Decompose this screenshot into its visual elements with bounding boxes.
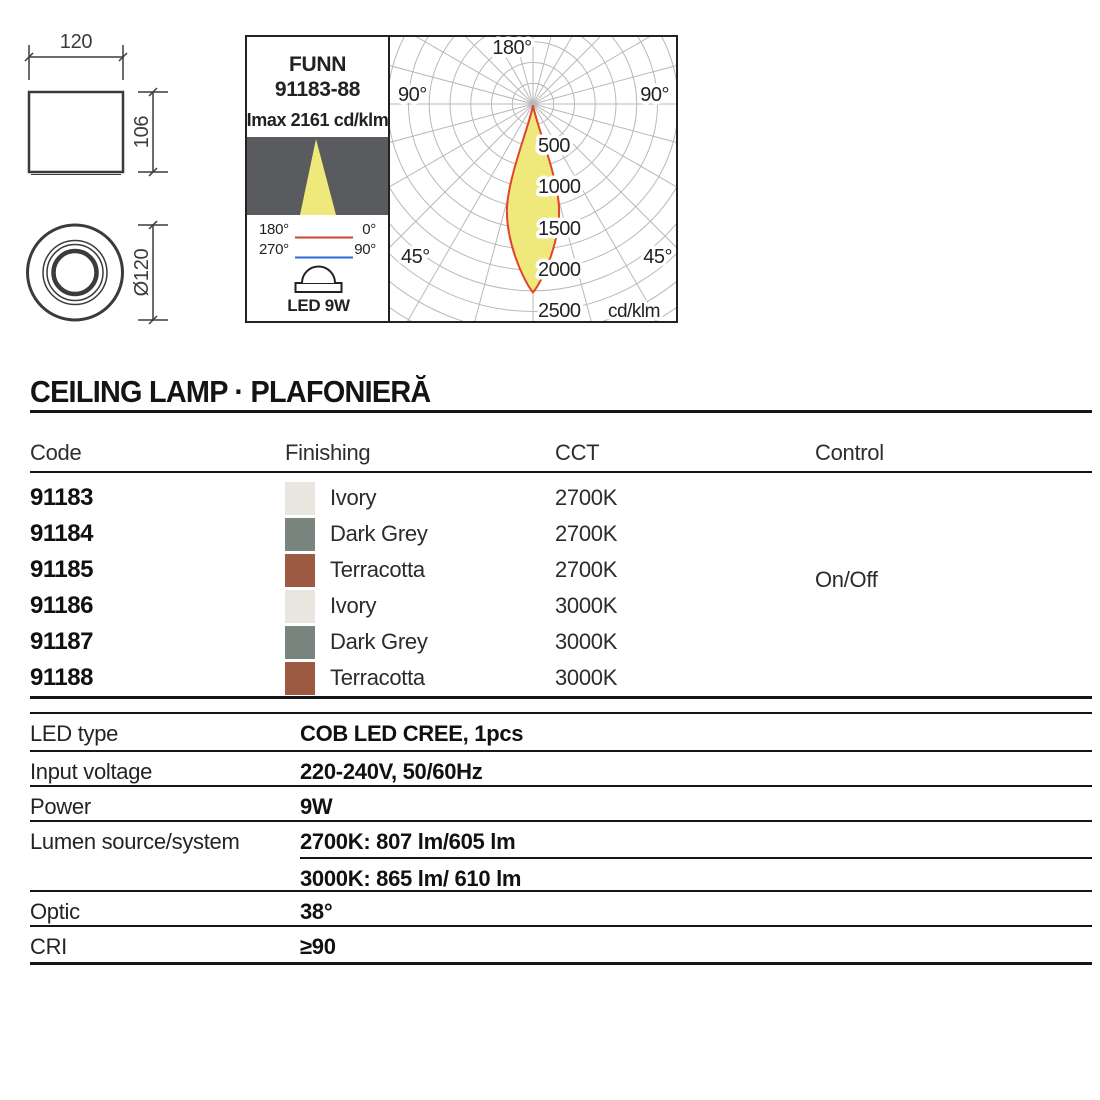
spec-label: Input voltage [30,759,153,784]
unit-label: cd/klm [608,301,660,322]
spec-row [30,925,1092,965]
spec-value: 38° [300,899,333,924]
specs-table [30,712,1092,965]
spec-value-group [300,822,1092,892]
code-cell: 91188 [30,664,93,691]
angle-label-right-90: 90° [640,84,669,106]
spec-row [30,750,1092,785]
table-row [30,480,1092,516]
col-header-cct: CCT [555,440,600,465]
product-front-view [29,92,123,175]
finish-label: Dark Grey [330,629,428,654]
product-top-view [28,225,123,320]
cct-cell: 3000K [555,593,618,618]
code-cell: 91187 [30,628,93,655]
legend-right-0: 0° [362,221,376,238]
spec-row [30,890,1092,925]
finish-label: Dark Grey [330,521,428,546]
col-header-control: Control [815,440,884,465]
diameter-dimension [131,221,168,324]
col-header-code: Code [30,440,82,465]
imax-value: Imax 2161 cd/klm [246,110,389,130]
width-dimension [25,31,127,80]
angle-label-left-90: 90° [398,84,427,106]
cct-cell: 3000K [555,665,618,690]
page-title: CEILING LAMP · PLAFONIERĂ [30,374,431,409]
table-row [30,660,1092,696]
family-name: FUNN [288,53,347,76]
spec-value: 220-240V, 50/60Hz [300,759,483,784]
finish-label: Terracotta [330,557,425,582]
cct-cell: 2700K [555,485,618,510]
code-cell: 91184 [30,520,93,547]
ring-label-1500: 1500 [538,218,581,240]
ring-label-1000: 1000 [538,176,581,198]
spec-label: LED type [30,721,119,746]
height-dimension [131,88,168,176]
finish-label: Ivory [330,485,377,510]
finish-swatch [285,626,315,659]
angle-label-right-45: 45° [643,246,672,268]
spec-label: Optic [30,899,80,924]
finish-swatch [285,662,315,695]
finish-swatch [285,590,315,623]
angle-label-left-45: 45° [401,246,430,268]
table-row [30,516,1092,552]
spec-row [30,712,1092,750]
code-cell: 91185 [30,556,93,583]
diameter-label: Ø120 [131,248,153,297]
ring-label-2500: 2500 [538,300,581,322]
finish-swatch [285,554,315,587]
height-label: 106 [131,115,153,149]
code-range: 91183-88 [274,78,361,101]
legend-right-1: 90° [354,241,376,258]
spec-row [30,785,1092,820]
cct-cell: 3000K [555,629,618,654]
cct-cell: 2700K [555,521,618,546]
spec-label: Power [30,794,91,819]
legend-left-0: 180° [259,221,289,238]
led-source-label: LED 9W [287,296,350,315]
table-row [30,588,1092,624]
legend-left-1: 270° [259,241,289,258]
code-cell: 91186 [30,592,93,619]
spec-value: COB LED CREE, 1pcs [300,721,524,746]
polar-diagram [388,35,678,323]
finish-swatch [285,482,315,515]
angle-label-top: 180° [492,37,532,59]
table-row [30,552,1092,588]
cct-cell: 2700K [555,557,618,582]
spec-value: 3000K: 865 lm/ 610 lm [300,857,1092,892]
spec-row [30,820,1092,890]
ring-label-2000: 2000 [538,259,581,281]
spec-label: Lumen source/system [30,829,240,854]
finish-swatch [285,518,315,551]
spec-value: 2700K: 807 lm/605 lm [300,829,516,854]
finish-label: Terracotta [330,665,425,690]
variants-table [30,467,1092,699]
title-rule [30,410,1092,413]
spec-value: 9W [300,794,333,819]
dimension-drawing [20,28,205,328]
code-cell: 91183 [30,484,93,511]
spec-label: CRI [30,934,67,959]
col-header-finishing: Finishing [285,440,371,465]
width-label: 120 [59,31,93,53]
spec-value: ≥90 [300,934,336,959]
table-row [30,624,1092,660]
photometric-card [245,35,390,323]
control-value: On/Off [815,567,878,592]
finish-label: Ivory [330,593,377,618]
ring-label-500: 500 [538,135,570,157]
